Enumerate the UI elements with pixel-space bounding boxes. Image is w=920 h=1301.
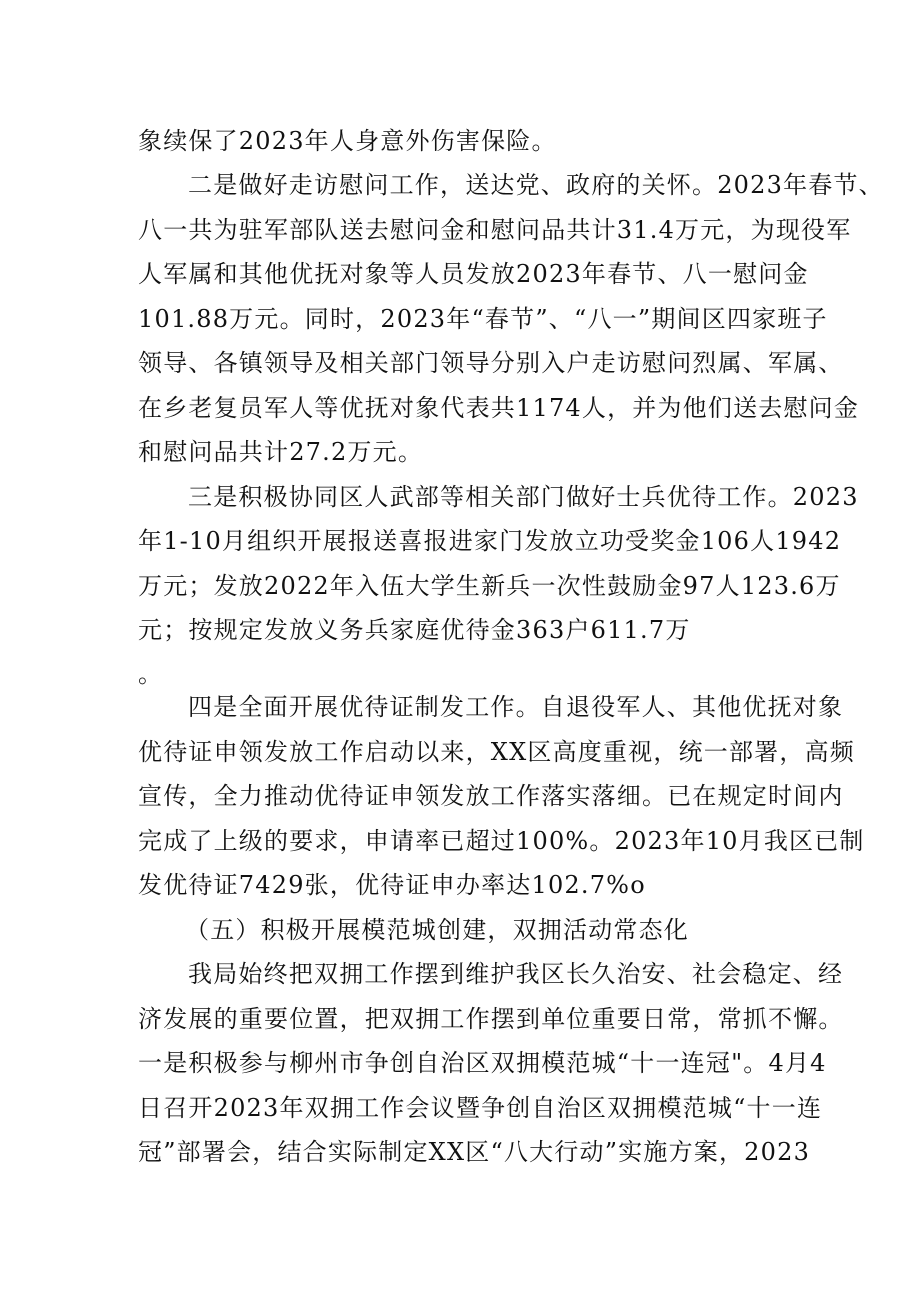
paragraph-line: 优待证申领发放工作启动以来，XX区高度重视，统一部署，高频 xyxy=(138,738,855,766)
paragraph-line: 二是做好走访慰问工作，送达党、政府的关怀。2023年春节、 xyxy=(188,171,884,199)
paragraph-line: 在乡老复员军人等优抚对象代表共1174人，并为他们送去慰问金 xyxy=(138,394,860,422)
paragraph-line: 一是积极参与柳州市争创自治区双拥模范城“十一连冠"。4月4 xyxy=(138,1049,827,1077)
paragraph-line: 象续保了2023年人身意外伤害保险。 xyxy=(138,127,557,155)
paragraph-line: 我局始终把双拥工作摆到维护我区长久治安、社会稳定、经 xyxy=(188,960,844,988)
paragraph-line: 101.88万元。同时，2023年“春节”、“八一”期间区四家班子 xyxy=(138,305,828,333)
paragraph-line: 和慰问品共计27.2万元。 xyxy=(138,438,424,466)
paragraph-line: 发优待证7429张，优待证申办率达102.7%o xyxy=(138,871,646,899)
paragraph-line: 元；按规定发放义务兵家庭优待金363户611.7万 xyxy=(138,616,691,644)
paragraph-line: 冠”部署会，结合实际制定XX区“八大行动”实施方案，2023 xyxy=(138,1138,811,1166)
paragraph-line: 四是全面开展优待证制发工作。自退役军人、其他优抚对象 xyxy=(188,693,844,721)
paragraph-line: 万元；发放2022年入伍大学生新兵一次性鼓励金97人123.6万 xyxy=(138,572,841,600)
paragraph-line: 八一共为驻军部队送去慰问金和慰问品共计31.4万元，为现役军 xyxy=(138,216,852,244)
paragraph-line: 。 xyxy=(138,660,164,688)
paragraph-line: 人军属和其他优抚对象等人员发放2023年春节、八一慰问金 xyxy=(138,260,809,288)
paragraph-line: 领导、各镇领导及相关部门领导分别入户走访慰问烈属、军属、 xyxy=(138,349,844,377)
paragraph-line: 三是积极协同区人武部等相关部门做好士兵优待工作。2023 xyxy=(188,483,859,511)
paragraph-line: 济发展的重要位置，把双拥工作摆到单位重要日常，常抓不懈。 xyxy=(138,1005,844,1033)
paragraph-line: 宣传，全力推动优待证申领发放工作落实落细。已在规定时间内 xyxy=(138,782,844,810)
section-heading: （五）积极开展模范城创建，双拥活动常态化 xyxy=(185,916,689,944)
paragraph-line: 年1-10月组织开展报送喜报进家门发放立功受奖金106人1942 xyxy=(138,527,842,555)
paragraph-line: 日召开2023年双拥工作会议暨争创自治区双拥模范城“十一连 xyxy=(138,1094,823,1122)
paragraph-line: 完成了上级的要求，申请率已超过100%。2023年10月我区已制 xyxy=(138,827,865,855)
